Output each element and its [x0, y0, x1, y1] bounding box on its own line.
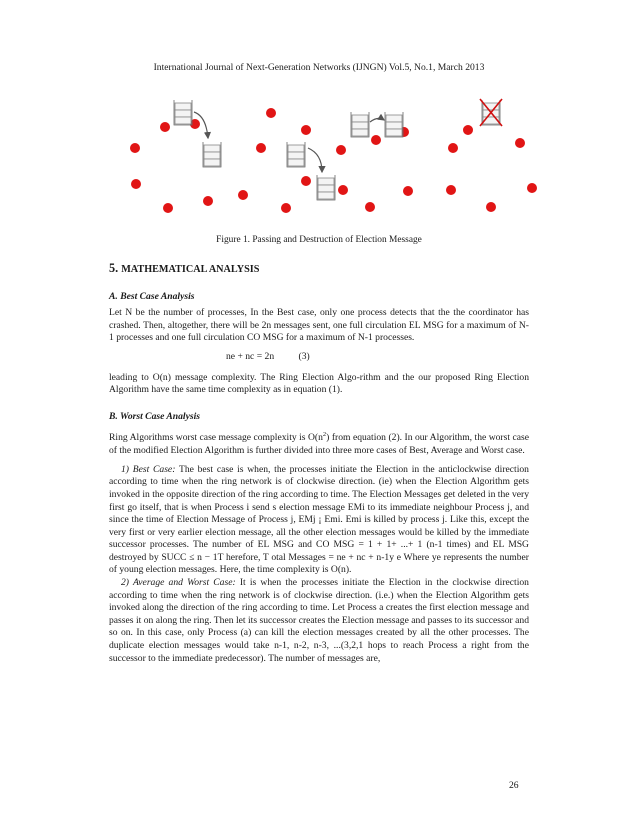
- case-2-label: 2) Average and Worst Case:: [121, 577, 236, 589]
- case-1-text: The best case is when, the processes initiate the Election in the anticlockwise direction according to time when the ring network is of clockwise direction. (ie) when the Election Algorithm gets invoked in the opposite direction of the ring according to time. The Election Messages get deleted in the very first go itself, that is when Process i send s election message EMi to its immediate neighbour Process j, and since the time of Election Message of Process j, EMj ¡ Emi. Emi is killed by process j. Like this, except the very first or very earlier election message, all the other election messages would be killed by the immediate successor processes. The number of EL MSG and CO MSG = 1 + 1+ ...+ 1 (n-1 times) and EL MSG destroyed by SUCC ≤ n − 1T herefore, T otal Messages = ne + nc + n-1y e Where ye represents the number of young election messages. Here, the time complexity is O(n).: [109, 463, 529, 576]
- equation-3: [109, 351, 529, 364]
- running-header: International Journal of Next-Generation Networks (IJNGN) Vol.5, No.1, March 2013: [153, 62, 485, 73]
- section-title-first: MATHEMATICAL: [121, 264, 209, 275]
- equation-body: ne + nc = 2n: [226, 350, 275, 362]
- case-2-text: It is when the processes initiate the Election in the clockwise direction according to time when the ring network is of clockwise direction. (i.e.) when the Election Algorithm gets invoked along the direction of the ring according to time. Let Process a creates the first election message and passes it on along the ring. Then let its successor creates the Election message and passes to its successor and so on. In this case, only Process (a) can kill the election messages created by all the other processes. The duplicate election messages would take n-1, n-2, n-3, ...(3,2,1 hops to reach Process a right from the successor to the immediate predecessor). The number of messages are,: [109, 577, 529, 664]
- equation-number: (3): [298, 350, 310, 362]
- section-number: 5.: [109, 261, 119, 275]
- section-heading: [109, 262, 529, 277]
- best-case-paragraph: Let N be the number of processes, In the Best case, only one process detects that the the coordinator has crashed. Then, altogether, there will be 2n messages sent, one full circulation EL MSG for a maximum of N-1 processes and one full circulation CO MSG for a maximum of N-1 processes.: [109, 307, 529, 344]
- ring-3: [336, 127, 413, 212]
- figure-election-message: [108, 90, 540, 230]
- figure-caption: Figure 1. Passing and Destruction of Election Message: [216, 235, 422, 245]
- case-1-paragraph: [109, 464, 529, 577]
- page-number: 26: [509, 780, 519, 791]
- exponent: 2: [322, 431, 327, 439]
- ring-4: [446, 125, 537, 212]
- ring-1: [130, 119, 213, 213]
- main-text: [109, 262, 529, 665]
- subsection-b-heading: B. Worst Case Analysis: [109, 410, 200, 422]
- case-2-paragraph: [109, 577, 529, 665]
- section-title-second: ANALYSIS: [208, 264, 260, 275]
- worst-case-text-b: ) from equation (2). In our Algorithm, the worst case of the modified Election Algorithm is further divided into three more cases of Best, Average and Worst case.: [109, 432, 530, 457]
- worst-case-text-a: Ring Algorithms worst case message complexity is O(n: [109, 432, 323, 444]
- complexity-paragraph: leading to O(n) message complexity. The Ring Election Algo-rithm and the our proposed Ring Election Algorithm have the same time complexity as in equation (1).: [109, 371, 529, 396]
- worst-case-paragraph: [109, 429, 529, 457]
- case-1-label: 1) Best Case:: [121, 463, 176, 475]
- subsection-a-heading: A. Best Case Analysis: [109, 290, 195, 302]
